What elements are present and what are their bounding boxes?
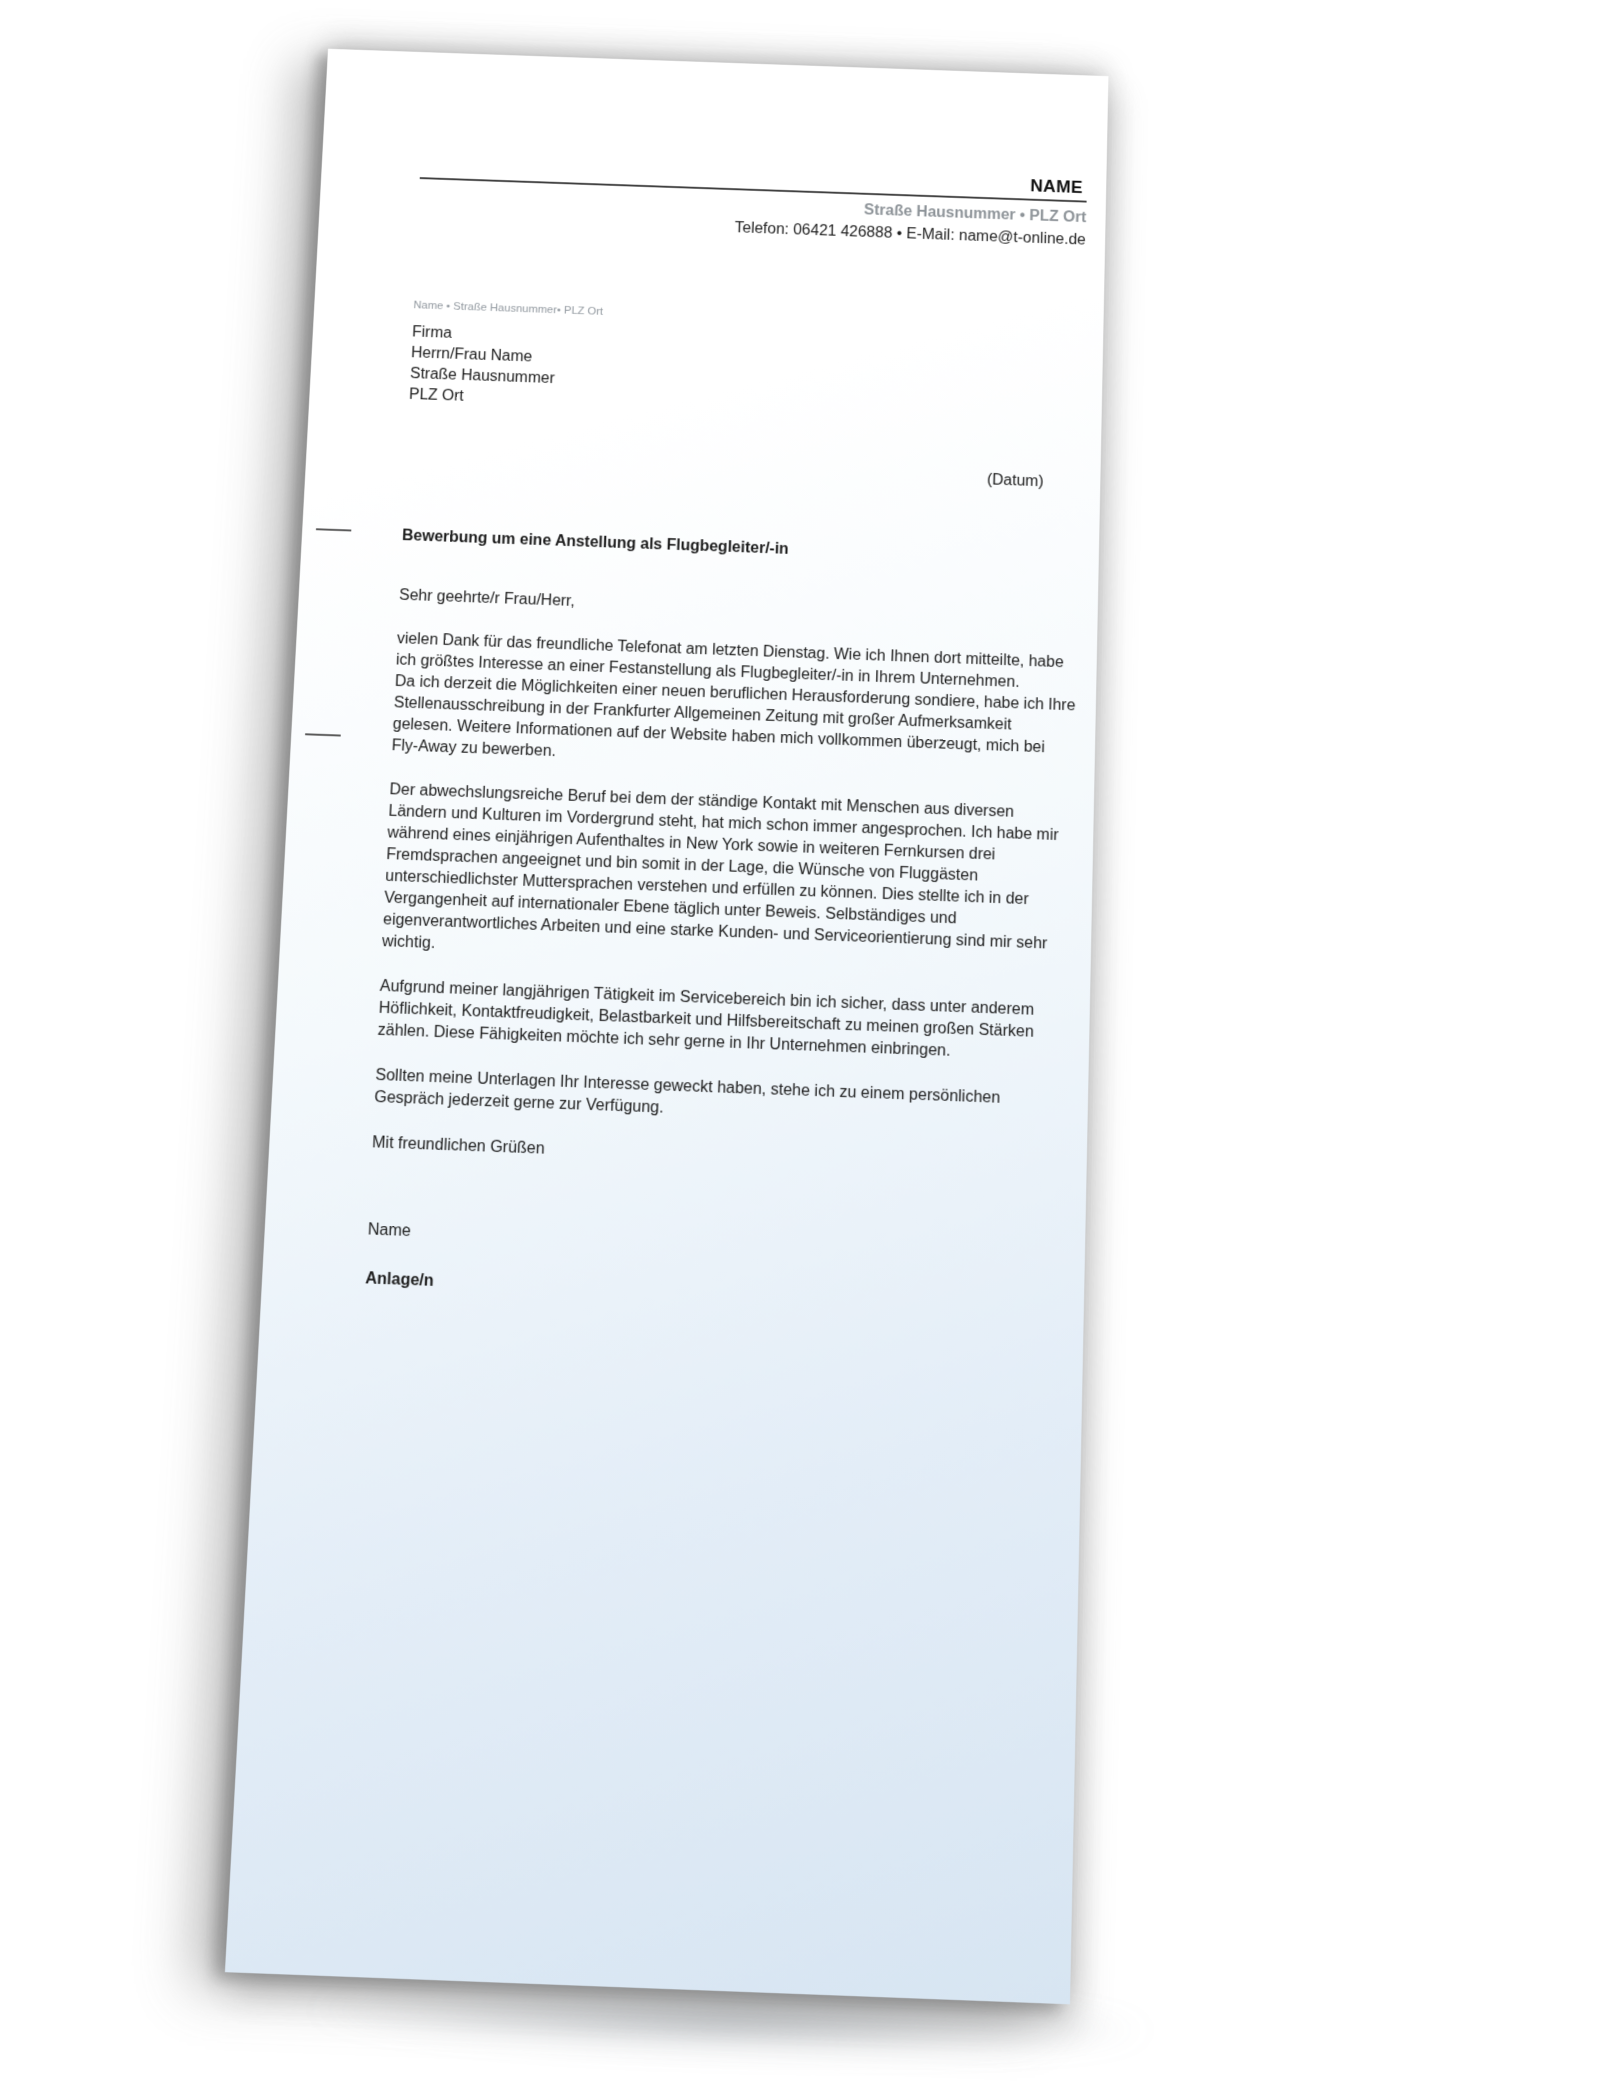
salutation: Sehr geehrte/r Frau/Herr, (398, 587, 576, 610)
letterhead (417, 52, 1089, 251)
letterhead-address: Straße Hausnummer • PLZ Ort (863, 202, 1087, 226)
enclosure-note: Anlage/n (364, 1270, 435, 1290)
recipient-address (409, 322, 1084, 429)
sender-return-address: Name • Straße Hausnummer• PLZ Ort (413, 299, 604, 318)
date-placeholder: (Datum) (986, 471, 1044, 491)
body-paragraph-1: vielen Dank für das freundliche Telefonat am letzten Dienstag. Wie ich Ihnen dort mitteilte, habe ich größtes Interesse an einer Festanstellung als Flugbegleiter/-in in Ihrem Unternehmen. Da ich derzeit die Möglichkeiten einer neuen beruflichen Herausforderung sondiere, habe ich Ihre Stellenausschreibung in der Frankfurter Allgemeinen Zeitung mit großer Aufmerksamkeit gelesen. Weitere Informationen auf der Website haben mich vollkommen überzeugt, mich bei Fly-Away zu bewerben. (391, 630, 1076, 760)
recipient-line-company: Firma (411, 324, 453, 342)
body-paragraph-4: Sollten meine Unterlagen Ihr Interesse geweckt haben, stehe ich zu einem persönlichen Gespräch jederzeit gerne zur Verfügung. (373, 1066, 1001, 1117)
recipient-line-street: Straße Hausnummer (409, 365, 556, 387)
document-page (225, 49, 1109, 2005)
recipient-line-city: PLZ Ort (408, 386, 465, 405)
letterhead-contact: Telefon: 06421 426888 • E-Mail: name@t-online.de (734, 220, 1086, 249)
closing-formula: Mit freundlichen Grüßen (371, 1134, 546, 1158)
recipient-line-name: Herrn/Frau Name (410, 344, 533, 366)
body-paragraph-2: Der abwechslungsreiche Beruf bei dem der ständige Kontakt mit Menschen aus diversen Ländern und Kulturen im Vordergrund steht, hat mich schon immer angesprochen. Ich habe mir während eines einjährigen Aufenthaltes in New York sowie in weiteren Fernkursen drei Fremdsprachen angeeignet und bin somit in der Lage, die Wünsche von Fluggästen unterschiedlichster Muttersprachen verstehen und erfüllen zu können. Dies stellte ich in der Vergangenheit auf internationaler Ebene täglich unter Beweis. Selbständiges und eigenverantwortliches Arbeiten und eine starke Kunden- und Serviceorientierung sind mir sehr wichtig. (381, 781, 1059, 953)
subject-line: Bewerbung um eine Anstellung als Flugbegleiter/-in (401, 527, 789, 558)
letterhead-name: NAME (1029, 176, 1084, 197)
body-paragraph-3: Aufgrund meiner langjährigen Tätigkeit im Servicebereich bin ich sicher, dass unter anderem Höflichkeit, Kontaktfreudigkeit, Belastbarkeit und Hilfsbereitschaft zu meinen großen Stärken zählen. Diese Fähigkeiten möchte ich sehr gerne in Ihr Unternehmen einbringen. (377, 977, 1035, 1060)
letter-content (225, 49, 1109, 2005)
signature-name: Name (367, 1221, 412, 1241)
